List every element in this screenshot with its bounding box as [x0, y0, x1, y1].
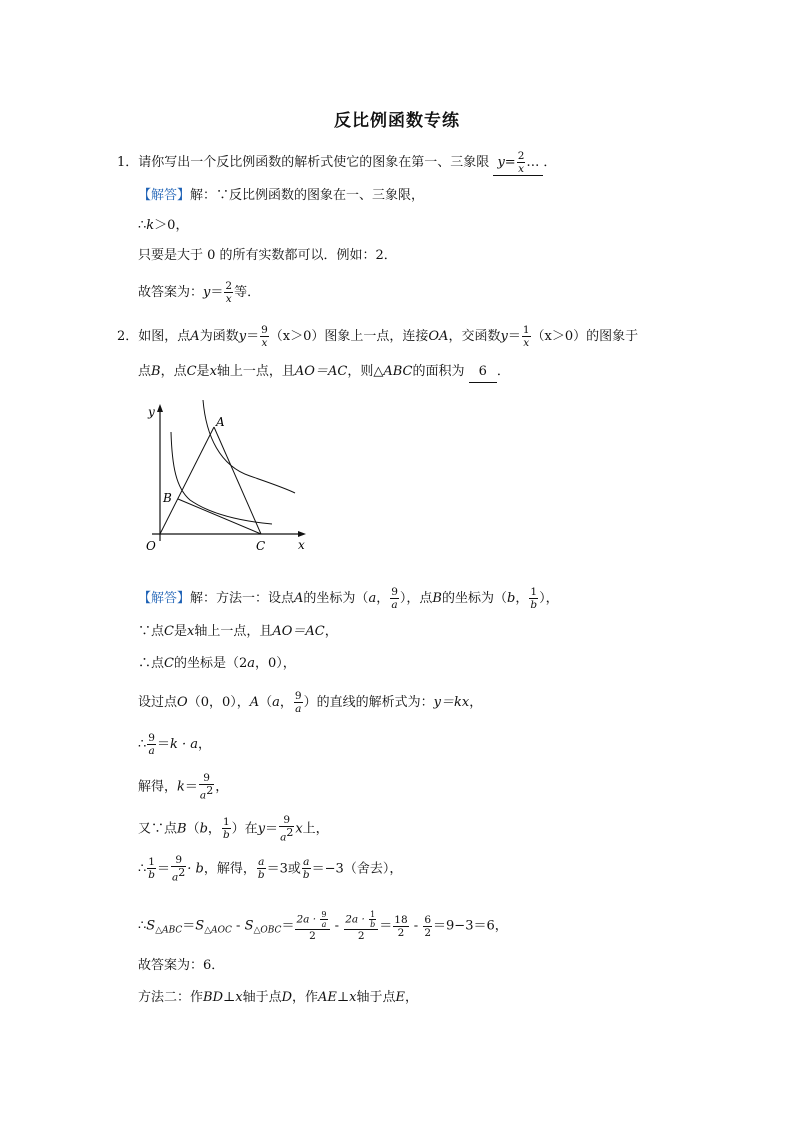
q1-step2: 只要是大于 0 的所有实数都可以．例如：2．	[138, 248, 397, 263]
q1-answer-blank: y= $\frac{2}{x}$ …	[493, 150, 543, 176]
label-x: x	[298, 538, 305, 552]
q2-sol-line8: ∴ $\frac{1}{b}$ ＝ $\frac{9}{a^2}$ · b，解得， $\frac{a}{b}$ ＝3或 $\frac{a}{b}$ ＝−3（舍去），	[138, 854, 403, 884]
q2-sol-line4: 设过点O（0，0），A（a， $\frac{9}{a}$ ）的直线的解析式为：y＝kx，	[138, 690, 483, 715]
label-C: C	[256, 539, 266, 553]
label-y: y	[148, 405, 155, 419]
q2-sol-line6: 解得，k＝ $\frac{9}{a^2}$ ，	[138, 772, 229, 802]
page-title: 反比例函数专练	[334, 111, 460, 131]
q1-step3: 故答案为：y＝ $\frac{2}{x}$ 等．	[138, 280, 261, 305]
solution-tag: 【解答】	[138, 188, 191, 203]
q1-number: 1．	[117, 155, 139, 170]
q2-sol-line9: $\therefore S_{\triangle ABC}=S_{\triangle AOC} - S_{\triangle OBC}=$ 2a · $\frac{9}{a}$ 2 - 2a · $\frac{1}{b}$ 2 ＝ $\frac{18}{2}$ - $\frac{6}{2}$ ＝9−3＝6，	[138, 910, 508, 942]
q2-sol-line10: 故答案为：6．	[138, 958, 225, 973]
q2-sol-line2: ∵点C是x轴上一点，且AO＝AC，	[138, 624, 338, 639]
q1-text: 请你写出一个反比例函数的解析式使它的图象在第一、三象限	[138, 155, 490, 170]
solution-tag: 【解答】	[138, 591, 191, 606]
q2-sol-line1: 【解答】解：方法一：设点A的坐标为（a， $\frac{9}{a}$ ），点B的坐标为（b， $\frac{1}{b}$ ），	[138, 586, 559, 611]
q1-statement: 1．请你写出一个反比例函数的解析式使它的图象在第一、三象限 y= $\frac{2}{x}$ … ．	[117, 150, 557, 175]
q2-answer-blank: 6	[469, 362, 497, 383]
y-axis-arrow	[157, 404, 163, 412]
q2-sol-line3: ∴点C的坐标是（2a，0），	[138, 656, 296, 671]
label-O: O	[146, 539, 156, 553]
q2-statement-line1: 2．如图，点A为函数y＝ $\frac{9}{x}$ （x＞0）图象上一点，连接OA，交函数y＝ $\frac{1}{x}$ （x＞0）的图象于	[117, 324, 639, 349]
q2-sol-line7: 又∵点B（b， $\frac{1}{b}$ ）在y＝ $\frac{9}{a^2}$ x上，	[138, 814, 329, 844]
q2-statement-line2: 点B，点C是x轴上一点，且AO＝AC，则△ABC的面积为 6 ．	[138, 362, 510, 383]
curve-y-9-over-x	[203, 400, 295, 493]
label-A: A	[216, 415, 225, 429]
label-B: B	[163, 491, 172, 505]
q2-figure	[140, 396, 320, 562]
q1-step1: ∴k＞0，	[138, 218, 189, 233]
x-axis-arrow	[298, 531, 306, 537]
segment-BC	[178, 499, 261, 534]
segment-OA	[160, 427, 214, 534]
q2-sol-line11: 方法二：作BD⊥x轴于点D，作AE⊥x轴于点E，	[138, 990, 418, 1005]
q2-sol-line5: ∴ $\frac{9}{a}$ ＝k · a，	[138, 732, 212, 757]
segment-AC	[214, 427, 261, 534]
q1-solution-line: 【解答】解：∵反比例函数的图象在一、三象限，	[138, 188, 425, 203]
